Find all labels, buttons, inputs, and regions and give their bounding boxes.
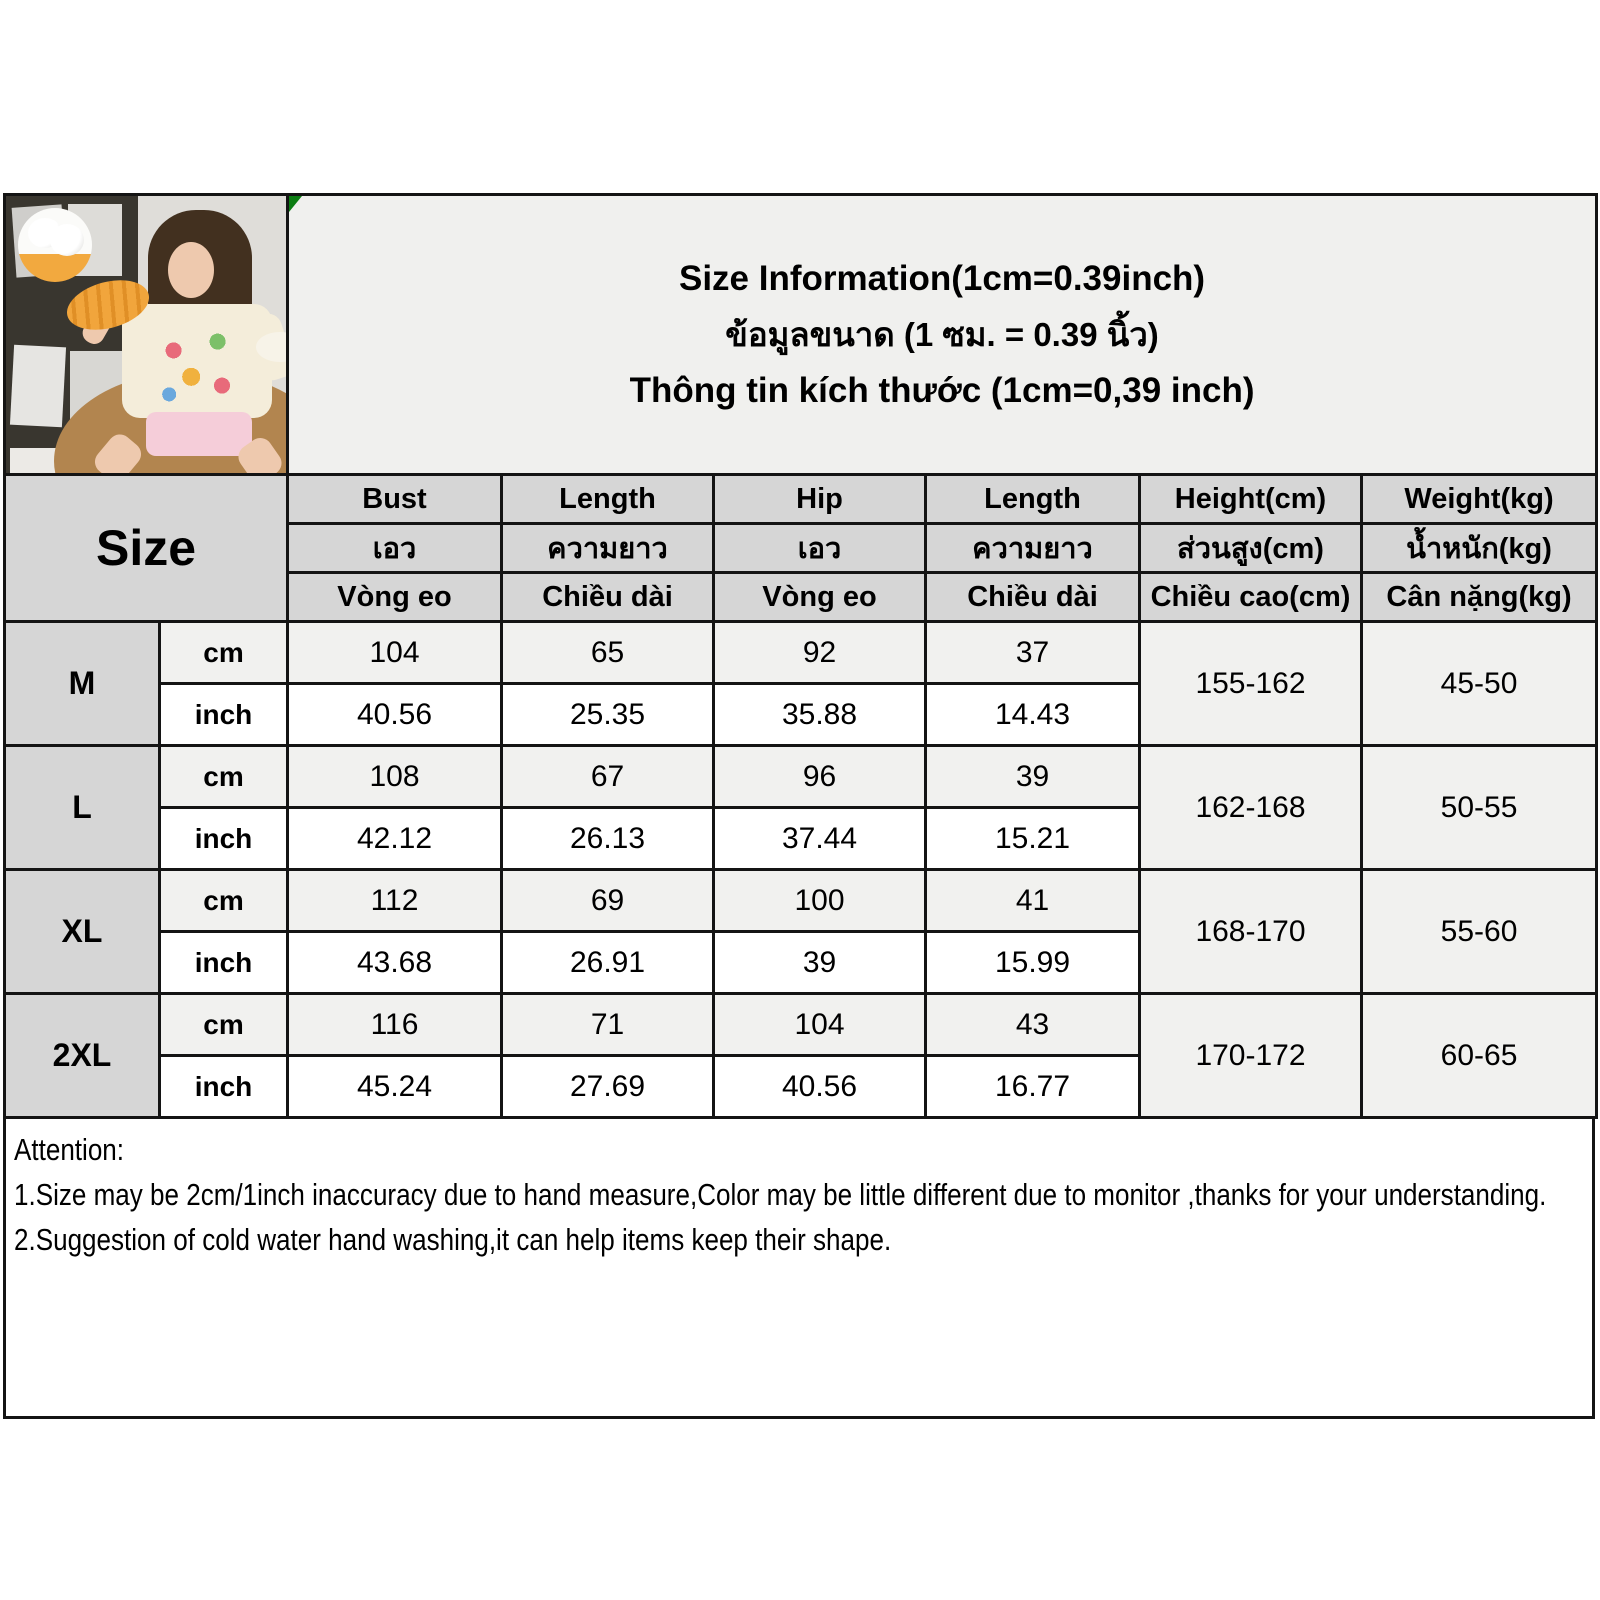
size-information-title-cell: [288, 195, 1597, 475]
header-length2-vi: Chiều dài: [926, 573, 1140, 622]
header-hip-vi: Vòng eo: [714, 573, 926, 622]
title-vietnamese: Thông tin kích thước (1cm=0,39 inch): [629, 370, 1255, 410]
header-height-th: ส่วนสูง(cm): [1140, 524, 1362, 573]
header-weight-vi: Cân nặng(kg): [1362, 573, 1597, 622]
cell-2xl-bust-inch: 45.24: [288, 1056, 502, 1118]
header-hip-th: เอว: [714, 524, 926, 573]
photo-badge-shape: [50, 224, 84, 256]
unit-cm: cm: [160, 746, 288, 808]
cell-l-length-cm: 67: [502, 746, 714, 808]
cell-xl-length-inch: 26.91: [502, 932, 714, 994]
size-label-m: M: [5, 622, 160, 746]
cell-xl-hip-cm: 100: [714, 870, 926, 932]
cell-m-weight-range: 45-50: [1362, 622, 1597, 746]
cell-m-height-range: 155-162: [1140, 622, 1362, 746]
cell-m-bust-inch: 40.56: [288, 684, 502, 746]
cell-l-hip-inch: 37.44: [714, 808, 926, 870]
header-hip-en: Hip: [714, 475, 926, 524]
header-length2-th: ความยาว: [926, 524, 1140, 573]
green-corner-marker-icon: [289, 196, 302, 212]
cell-l-hip-cm: 96: [714, 746, 926, 808]
cell-m-length2-cm: 37: [926, 622, 1140, 684]
cell-2xl-length-cm: 71: [502, 994, 714, 1056]
cell-xl-length-cm: 69: [502, 870, 714, 932]
cell-l-length2-inch: 15.21: [926, 808, 1140, 870]
cell-l-length-inch: 26.13: [502, 808, 714, 870]
cell-l-height-range: 162-168: [1140, 746, 1362, 870]
cell-2xl-hip-inch: 40.56: [714, 1056, 926, 1118]
cell-xl-hip-inch: 39: [714, 932, 926, 994]
header-length2-en: Length: [926, 475, 1140, 524]
unit-cm: cm: [160, 870, 288, 932]
cell-2xl-hip-cm: 104: [714, 994, 926, 1056]
cell-xl-length2-inch: 15.99: [926, 932, 1140, 994]
unit-inch: inch: [160, 808, 288, 870]
cell-l-length2-cm: 39: [926, 746, 1140, 808]
cell-2xl-length2-inch: 16.77: [926, 1056, 1140, 1118]
cell-xl-height-range: 168-170: [1140, 870, 1362, 994]
cell-m-length2-inch: 14.43: [926, 684, 1140, 746]
cell-l-bust-inch: 42.12: [288, 808, 502, 870]
cell-xl-length2-cm: 41: [926, 870, 1140, 932]
photo-cartoon-print: [156, 324, 244, 412]
header-bust-vi: Vòng eo: [288, 573, 502, 622]
unit-inch: inch: [160, 932, 288, 994]
cell-m-length-cm: 65: [502, 622, 714, 684]
unit-cm: cm: [160, 994, 288, 1056]
attention-notes-text: [14, 1127, 1593, 1262]
cell-l-weight-range: 50-55: [1362, 746, 1597, 870]
attention-notes-box: [3, 1119, 1595, 1419]
cell-2xl-height-range: 170-172: [1140, 994, 1362, 1118]
cell-xl-weight-range: 55-60: [1362, 870, 1597, 994]
title-english: Size Information(1cm=0.39inch): [678, 258, 1206, 298]
size-label-l: L: [5, 746, 160, 870]
header-height-en: Height(cm): [1140, 475, 1362, 524]
photo-model-face: [168, 242, 214, 298]
attention-note-2: 2.Suggestion of cold water hand washing,it can help items keep their shape.: [14, 1222, 892, 1257]
product-photo: [5, 195, 288, 475]
size-label-xl: XL: [5, 870, 160, 994]
unit-inch: inch: [160, 1056, 288, 1118]
size-table: [3, 193, 1598, 1119]
attention-note-1: 1.Size may be 2cm/1inch inaccuracy due to hand measure,Color may be little different due to monitor ,thanks for your understanding.: [14, 1177, 1547, 1212]
header-bust-th: เอว: [288, 524, 502, 573]
cell-2xl-bust-cm: 116: [288, 994, 502, 1056]
header-length-en: Length: [502, 475, 714, 524]
cell-2xl-weight-range: 60-65: [1362, 994, 1597, 1118]
header-length-th: ความยาว: [502, 524, 714, 573]
cell-l-bust-cm: 108: [288, 746, 502, 808]
title-thai: ข้อมูลขนาด (1 ซม. = 0.39 นิ้ว): [725, 315, 1159, 353]
cell-xl-bust-cm: 112: [288, 870, 502, 932]
header-length-vi: Chiều dài: [502, 573, 714, 622]
cell-m-hip-cm: 92: [714, 622, 926, 684]
header-bust-en: Bust: [288, 475, 502, 524]
header-weight-th: น้ำหนัก(kg): [1362, 524, 1597, 573]
cell-2xl-length-inch: 27.69: [502, 1056, 714, 1118]
size-label-2xl: 2XL: [5, 994, 160, 1118]
cell-xl-bust-inch: 43.68: [288, 932, 502, 994]
cell-m-length-inch: 25.35: [502, 684, 714, 746]
attention-heading: Attention:: [14, 1132, 125, 1167]
size-chart-sheet: [3, 193, 1595, 1419]
unit-inch: inch: [160, 684, 288, 746]
cell-2xl-length2-cm: 43: [926, 994, 1140, 1056]
size-column-header: Size: [5, 475, 288, 622]
unit-cm: cm: [160, 622, 288, 684]
header-weight-en: Weight(kg): [1362, 475, 1597, 524]
cell-m-hip-inch: 35.88: [714, 684, 926, 746]
photo-magazine: [10, 345, 66, 428]
photo-pajama-shorts: [146, 412, 252, 456]
product-photo-canvas: [6, 196, 286, 473]
header-height-vi: Chiều cao(cm): [1140, 573, 1362, 622]
cell-m-bust-cm: 104: [288, 622, 502, 684]
